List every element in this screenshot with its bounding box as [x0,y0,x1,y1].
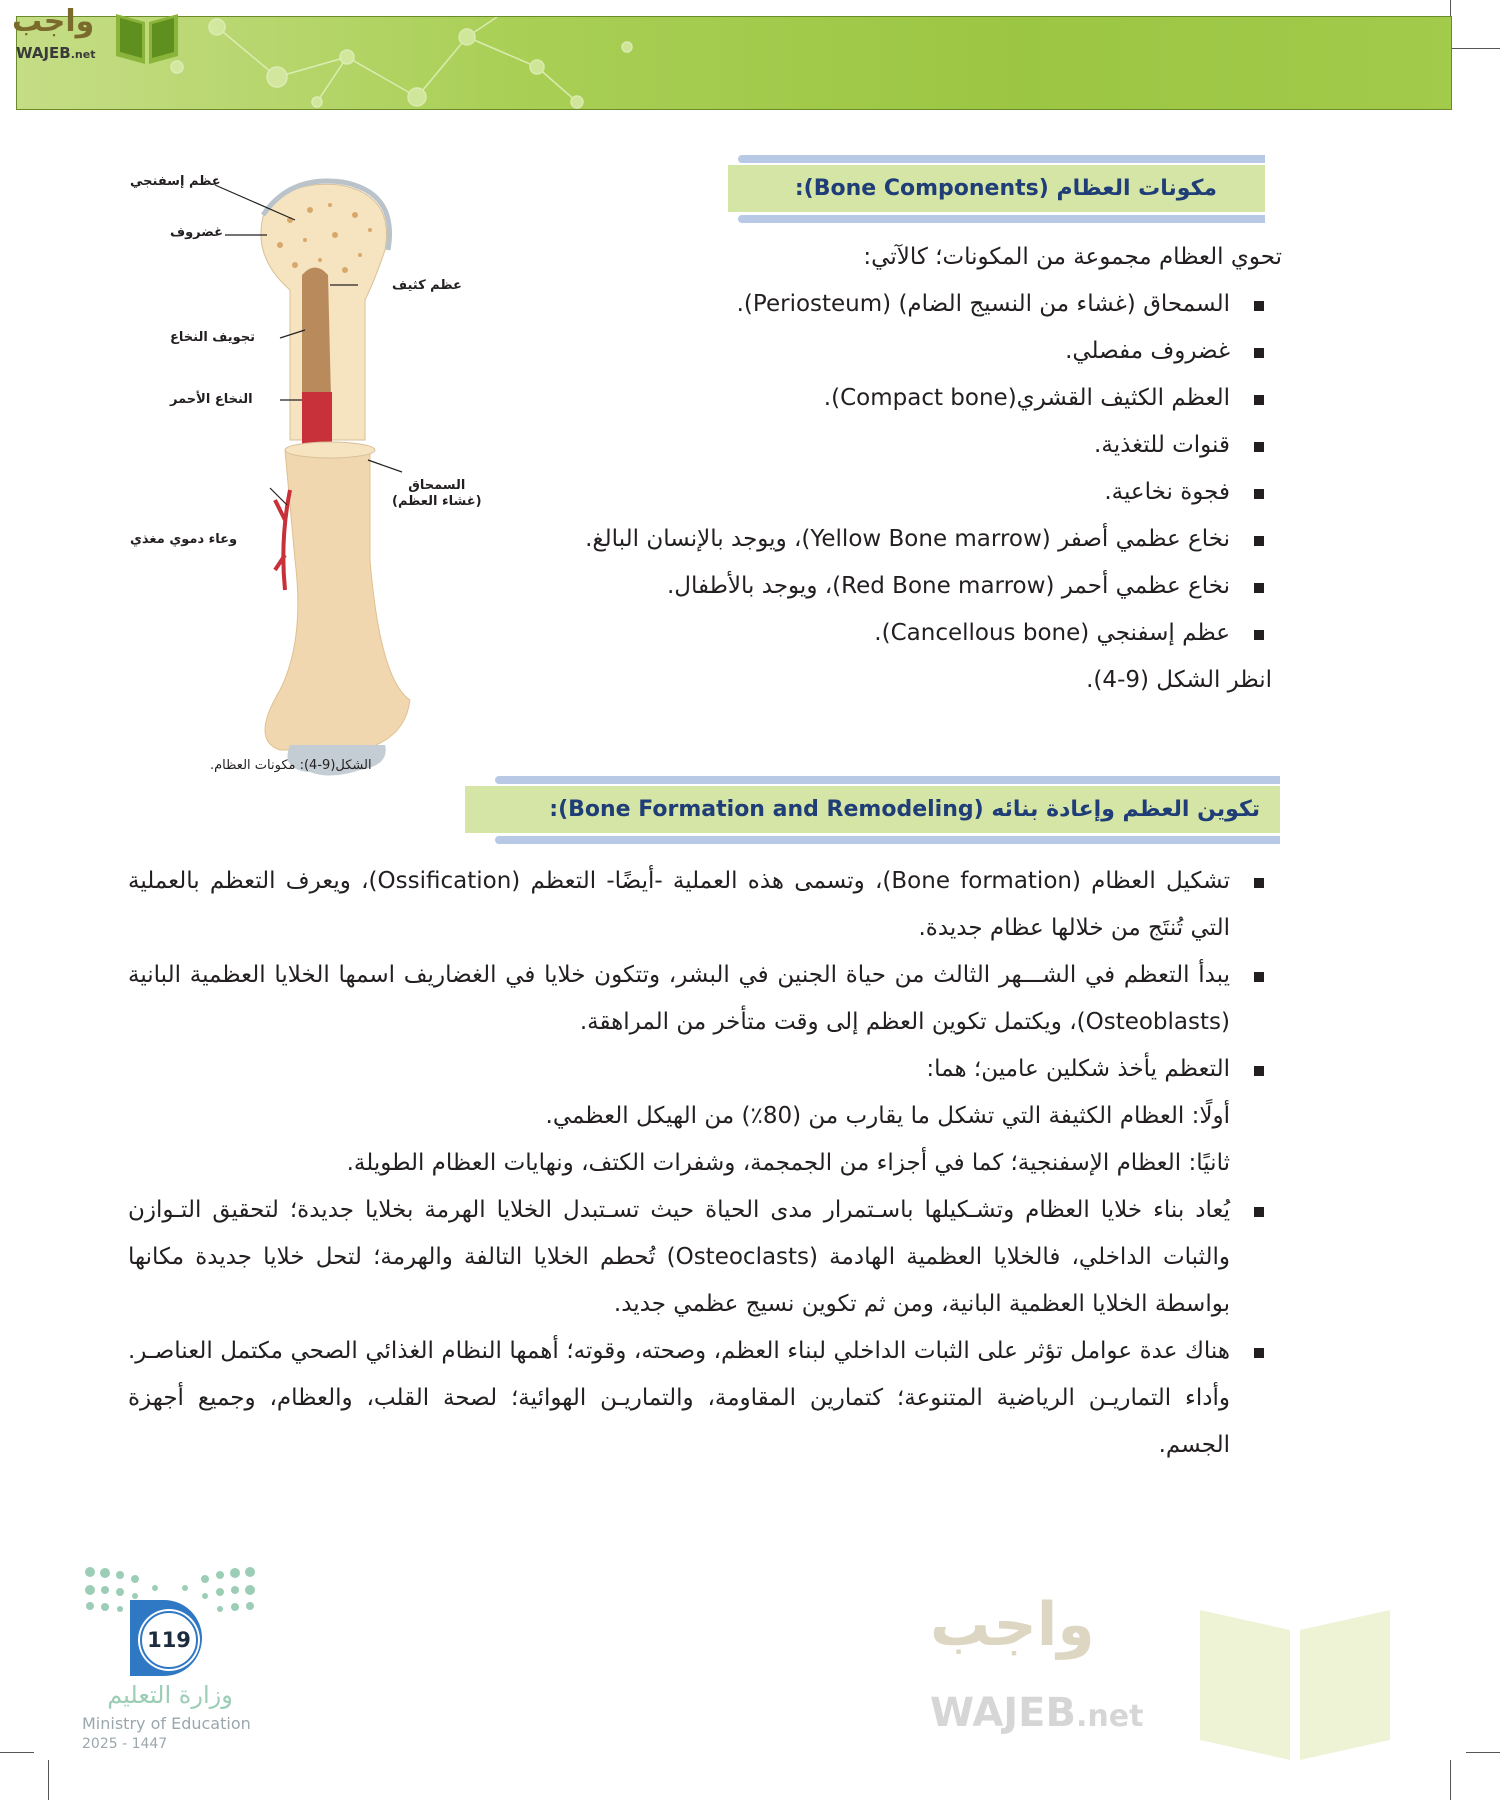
crop-mark [48,1760,49,1800]
label-cartilage: غضروف [170,225,223,240]
section1-body [495,234,1282,704]
heading-box [728,165,1265,212]
crop-mark [1452,48,1500,49]
label-red-marrow: النخاع الأحمر [170,392,253,407]
heading-box [465,786,1280,833]
figure-caption: الشكل(9-4): مكونات العظام. [210,758,372,773]
page-number-badge [130,1600,202,1676]
book-watermark-icon [1190,1590,1410,1770]
heading-text: تكوين العظم وإعادة بنائه (Bone Formation and Remodeling): [549,797,1260,822]
molecule-pattern [17,17,1451,109]
list-item: يُعاد بناء خلايا العظام وتشـكيلها باسـتمرار مدى الحياة حيث تسـتبدل الخلايا الهرمة بخلايا جديدة؛ لتحقيق التـوازن والثبات الداخلي، فالخلايا العظمية الهادمة (Osteoclasts) تُحطم الخلايا التالفة والهرمة؛ لتحل خلايا جديدة مكانها بواسطة الخلايا العظمية البانية، ومن ثم تكوين نسيج عظمي جديد. [128,1187,1268,1328]
intro-text: تحوي العظام مجموعة من المكونات؛ كالآتي: [863,244,1282,270]
wajeb-watermark [930,1590,1410,1770]
bone-figure [130,160,490,780]
list-item: تشكيل العظام (Bone formation)، وتسمى هذه العملية -أيضًا- التعظم (Ossification)، ويعرف التعظم بالعملية التي تُنتَج من خلالها عظام جديدة. [128,858,1268,952]
see-figure-text: انظر الشكل (9-4). [1086,667,1272,693]
components-list [495,281,1268,657]
ministry-logo [80,1560,280,1760]
list-item: عظم إسفنجي (Cancellous bone). [495,610,1268,657]
remodeling-list [128,1187,1268,1469]
list-item: يبدأ التعظم في الشـــهر الثالث من حياة الجنين في البشر، وتتكون خلايا في الغضاريف اسمها الخلايا العظمية البانية (Osteoblasts)، ويكتمل تكوين العظم إلى وقت متأخر من المراهقة. [128,952,1268,1046]
heading-stripe-top [495,776,1280,784]
crop-mark [1450,0,1451,16]
list-item: غضروف مفصلي. [495,328,1268,375]
heading-stripe-bottom [495,836,1280,844]
label-periosteum [392,478,482,510]
wajeb-logo[interactable] [8,4,188,66]
periosteum-subtext: (غشاء العظم) [392,494,482,509]
section-heading-bone-formation [465,776,1280,842]
list-item: العظم الكثيف القشري(Compact bone). [495,375,1268,422]
crop-mark [0,1752,34,1753]
watermark-arabic: واجب [930,1590,1095,1660]
crop-mark [1466,1752,1500,1753]
heading-stripe-top [738,155,1265,163]
label-blood-vessel: وعاء دموي مغذي [130,532,238,547]
logo-arabic: واجب [12,4,95,39]
list-item: نخاع عظمي أحمر (Red Bone marrow)، ويوجد بالأطفال. [495,563,1268,610]
formation-list [128,858,1268,1093]
watermark-english: WAJEB.net [930,1690,1144,1736]
list-item: التعظم يأخذ شكلين عامين؛ هما: [128,1046,1268,1093]
ministry-arabic: وزارة التعليم [107,1681,233,1709]
header-banner [16,16,1452,110]
label-spongy-bone: عظم إسفنجي [130,174,221,189]
page-number: 119 [140,1611,198,1669]
heading-text: مكونات العظام (Bone Components): [794,176,1217,201]
section-heading-bone-components [728,155,1265,221]
heading-stripe-bottom [738,215,1265,223]
list-item: نخاع عظمي أصفر (Yellow Bone marrow)، ويوجد بالإنسان البالغ. [495,516,1268,563]
list-item: فجوة نخاعية. [495,469,1268,516]
second-type-text: ثانيًا: العظام الإسفنجية؛ كما في أجزاء من الجمجمة، وشفرات الكتف، ونهايات العظام الطويلة. [346,1150,1230,1176]
list-item: هناك عدة عوامل تؤثر على الثبات الداخلي لبناء العظم، وصحته، وقوته؛ أهمها النظام الغذائي الصحي مكتمل العناصـر. وأداء التماريـن الرياضية المتنوعة؛ كتمارين المقاومة، والتماريـن الهوائية؛ لصحة القلب، والعظام، وجميع أجهزة الجسم. [128,1328,1268,1469]
list-item: السمحاق (غشاء من النسيج الضام) (Periosteum). [495,281,1268,328]
crop-mark [1450,1760,1451,1800]
logo-english: WAJEB.net [16,44,96,62]
list-item: قنوات للتغذية. [495,422,1268,469]
ministry-english: Ministry of Education [82,1714,251,1733]
label-marrow-cavity: تجويف النخاع [170,330,256,345]
first-type-text: أولًا: العظام الكثيفة التي تشكل ما يقارب من (80٪) من الهيكل العظمي. [545,1103,1230,1129]
section2-body [128,858,1268,1469]
periosteum-text: السمحاق [408,478,466,493]
academic-year: 2025 - 1447 [82,1736,168,1752]
label-compact-bone: عظم كثيف [392,278,462,293]
long-bone-illustration [130,160,490,780]
book-icon [112,4,182,66]
